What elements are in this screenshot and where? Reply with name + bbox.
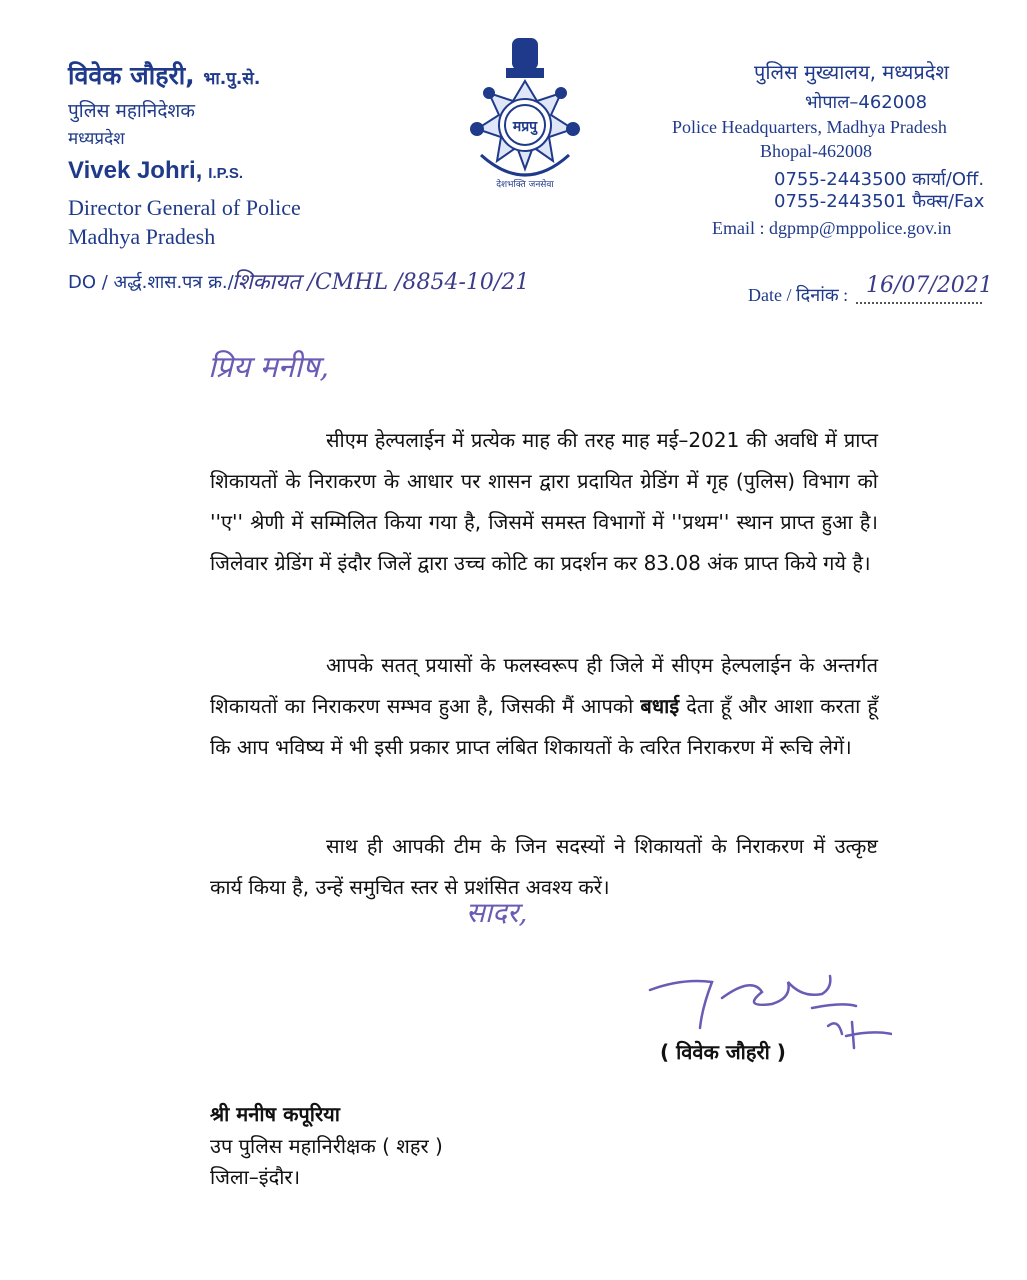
- addressee-name: श्री मनीष कपूरिया: [210, 1102, 340, 1126]
- mp-police-emblem: [455, 35, 595, 195]
- emblem-motto: देशभक्ति जनसेवा: [496, 180, 554, 190]
- emblem-text: मप्रपु: [512, 119, 538, 135]
- date-label: Date / दिनांक :: [748, 285, 849, 305]
- reference-number: शिकायत /CMHL /8854-10/21: [232, 270, 530, 295]
- sender-designation-english: Director General of Police: [68, 195, 301, 220]
- sender-name-english: Vivek Johri, I.P.S.: [68, 157, 244, 184]
- email-address: Email : dgpmp@mppolice.gov.in: [712, 218, 952, 238]
- reference-label: DO / अर्द्ध.शास.पत्र क्र./: [68, 272, 234, 293]
- date-value: 16/07/2021: [866, 273, 993, 298]
- sender-designation-hindi: पुलिस महानिदेशक: [68, 100, 195, 122]
- office-name-english: Police Headquarters, Madhya Pradesh: [672, 117, 947, 137]
- phone-fax: 0755-2443501 फैक्स/Fax: [774, 191, 985, 212]
- sender-state-hindi: मध्यप्रदेश: [68, 129, 125, 149]
- body-paragraph-1: सीएम हेल्पलाईन में प्रत्येक माह की तरह माह मई–2021 की अवधि में प्राप्त शिकायतों के निराकरण के आधार पर शासन द्वारा प्रदायित ग्रेडिंग में गृह (पुलिस) विभाग को ''ए'' श्रेणी में सम्मिलित किया गया है, जिसमें समस्त विभागों में ''प्रथम'' स्थान प्राप्त हुआ है। जिलेवार ग्रेडिंग में इंदौर जिलें द्वारा उच्च कोटि का प्रदर्शन कर 83.08 अंक प्राप्त किये गये है।: [210, 428, 878, 575]
- body-paragraph-2: आपके सतत् प्रयासों के फलस्वरूप ही जिले में सीएम हेल्पलाईन के अन्तर्गत शिकायतों का निराकरण सम्भव हुआ है, जिसकी मैं आपको बधाई देता हूँ और आशा करता हूँ कि आप भविष्य में भी इसी प्रकार प्राप्त लंबित शिकायतों के त्वरित निराकरण में रूचि लेगें।: [210, 653, 878, 759]
- office-city-english: Bhopal-462008: [760, 141, 872, 161]
- bold-congratulations: बधाई: [640, 694, 680, 718]
- addressee-designation: उप पुलिस महानिरीक्षक ( शहर ): [210, 1134, 443, 1158]
- sender-service-english: I.P.S.: [208, 165, 244, 182]
- phone-office: 0755-2443500 कार्या/Off.: [774, 169, 985, 190]
- closing-handwritten: सादर,: [466, 896, 528, 929]
- salutation: प्रिय मनीष,: [208, 350, 330, 385]
- signer-name: ( विवेक जौहरी ): [660, 1040, 786, 1064]
- sender-service-hindi: भा.पु.से.: [203, 69, 261, 89]
- sender-state-english: Madhya Pradesh: [68, 224, 216, 249]
- body-paragraph-3: साथ ही आपकी टीम के जिन सदस्यों ने शिकायतों के निराकरण में उत्कृष्ट कार्य किया है, उन्हें समुचित स्तर से प्रशंसित अवश्य करें।: [210, 834, 878, 899]
- date-underline: [856, 302, 982, 304]
- sender-name-hindi: विवेक जौहरी, भा.पु.से.: [68, 61, 261, 90]
- office-city-hindi: भोपाल–462008: [805, 92, 928, 113]
- addressee-place: जिला–इंदौर।: [210, 1165, 301, 1189]
- office-name-hindi: पुलिस मुख्यालय, मध्यप्रदेश: [754, 60, 949, 84]
